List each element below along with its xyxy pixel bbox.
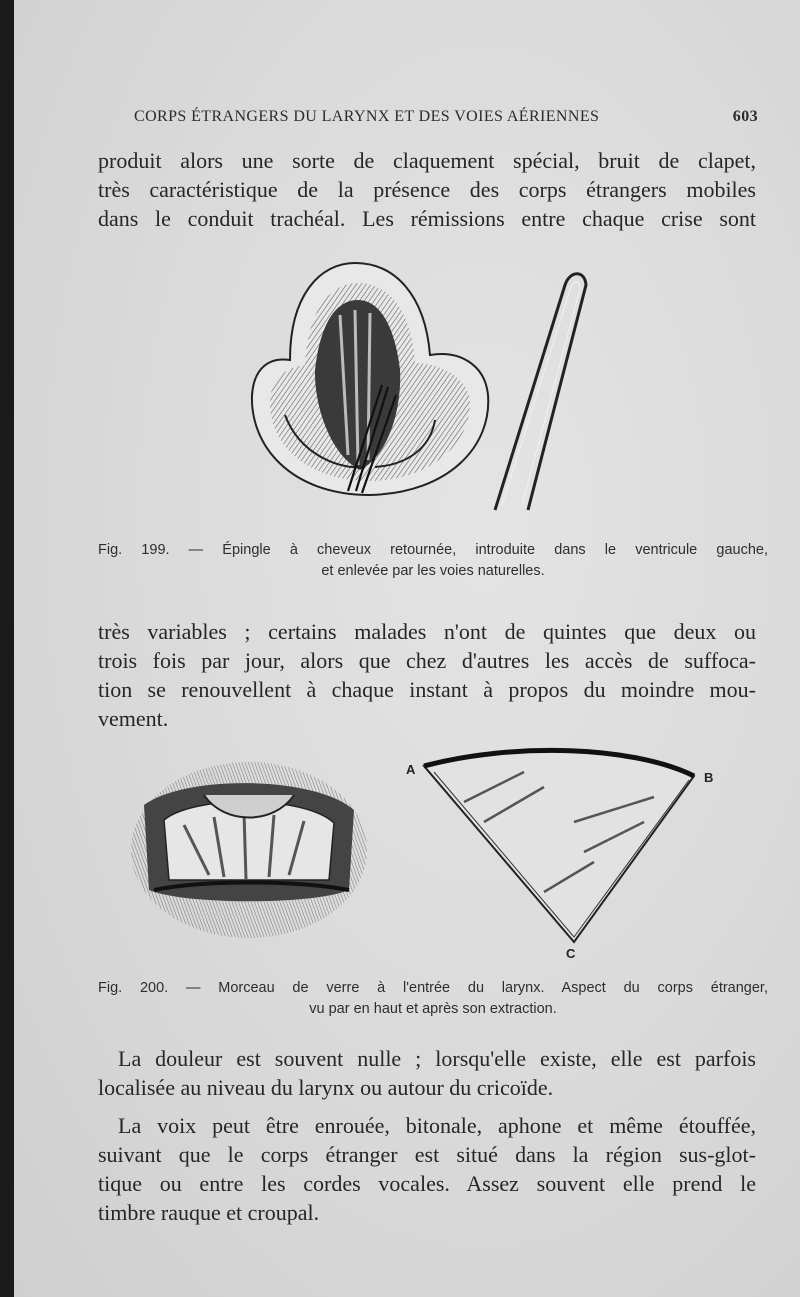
text-line: La voix peut être enrouée, bitonale, aphone et même étouffée, — [118, 1113, 756, 1138]
figure-200-shard-illustration — [394, 742, 724, 962]
figure-199-caption — [98, 540, 768, 582]
figure-200-larynx-illustration — [124, 755, 374, 955]
text-line: vement. — [98, 706, 169, 731]
point-label-b: B — [704, 770, 714, 785]
text-line: tion se renouvellent à chaque instant à propos du moindre mou- — [98, 677, 756, 702]
figure-199-illustration — [230, 255, 610, 517]
paragraph-1 — [98, 146, 756, 233]
point-label-c: C — [566, 946, 576, 961]
book-page — [14, 0, 800, 1297]
page-number: 603 — [732, 108, 758, 125]
text-line: dans le conduit trachéal. Les rémissions entre chaque crise sont — [98, 206, 756, 231]
text-line: suivant que le corps étranger est situé dans la région sus-glot- — [98, 1142, 756, 1167]
text-line: trois fois par jour, alors que chez d'autres les accès de suffoca- — [98, 648, 756, 673]
text-line: produit alors une sorte de claquement spécial, bruit de clapet, — [98, 148, 756, 173]
text-line: très caractéristique de la présence des corps étrangers mobiles — [98, 177, 756, 202]
text-line: La douleur est souvent nulle ; lorsqu'elle existe, elle est parfois — [118, 1046, 756, 1071]
text-line: timbre rauque et croupal. — [98, 1200, 320, 1225]
paragraph-2 — [98, 617, 756, 733]
text-line: tique ou entre les cordes vocales. Assez souvent elle prend le — [98, 1171, 756, 1196]
paragraph-3 — [98, 1044, 756, 1102]
caption-line: et enlevée par les voies naturelles. — [321, 563, 545, 579]
point-label-a: A — [406, 762, 416, 777]
caption-line: Fig. 199. — Épingle à cheveux retournée, introduite dans le ventricule gauche, — [98, 542, 768, 558]
caption-line: vu par en haut et après son extraction. — [309, 1001, 557, 1017]
text-line: très variables ; certains malades n'ont de quintes que deux ou — [98, 619, 756, 644]
running-title: CORPS ÉTRANGERS DU LARYNX ET DES VOIES AÉRIENNES — [134, 108, 600, 125]
caption-line: Fig. 200. — Morceau de verre à l'entrée du larynx. Aspect du corps étranger, — [98, 980, 768, 996]
paragraph-4 — [98, 1111, 756, 1227]
text-line: localisée au niveau du larynx ou autour du cricoïde. — [98, 1075, 554, 1100]
figure-200-caption — [98, 978, 768, 1020]
